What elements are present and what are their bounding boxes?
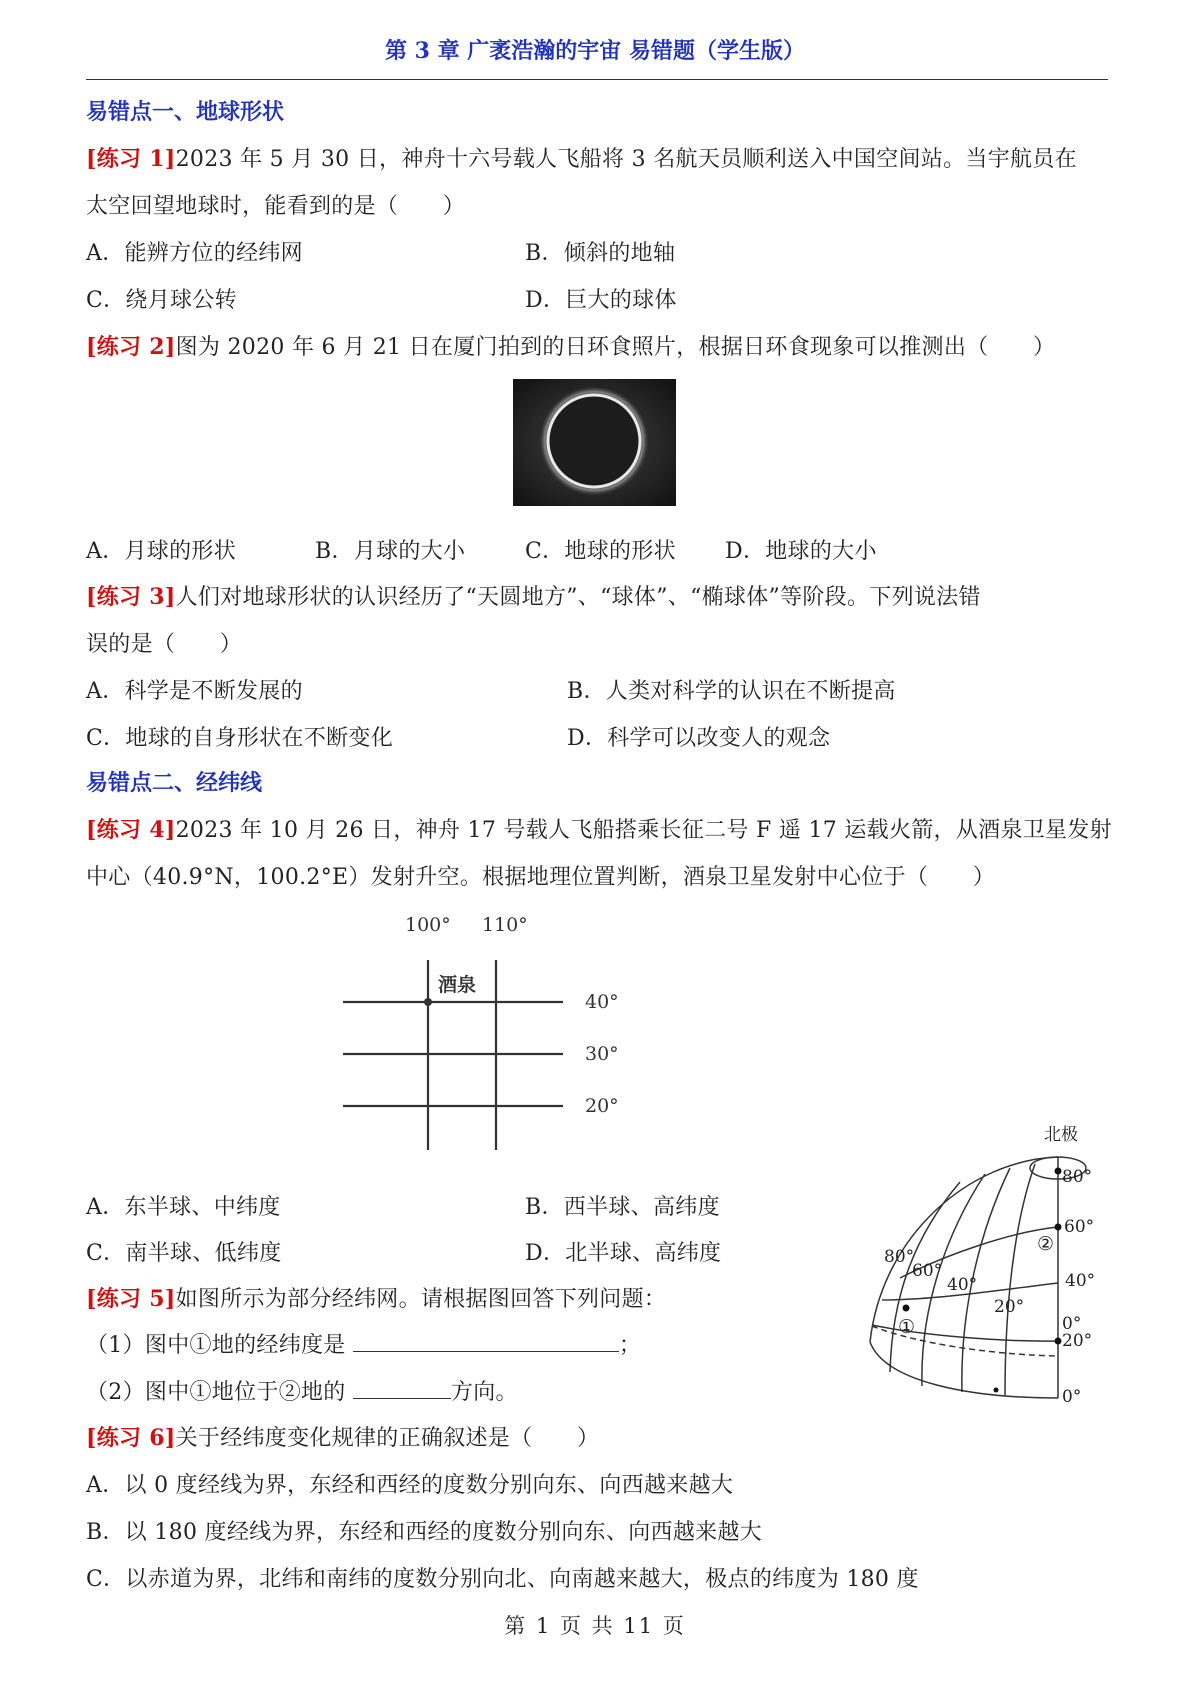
question-3-line-2: 误的是（ ）: [86, 632, 243, 657]
point-bottom-marker: [994, 1388, 999, 1393]
question-2-option-c[interactable]: C．地球的形状: [525, 539, 676, 564]
section-title-graticule: 易错点二、经纬线: [86, 770, 263, 796]
point-1-label: ①: [898, 1316, 916, 1338]
question-6-tag: [练习 6]: [86, 1425, 176, 1451]
question-2-option-a[interactable]: A．月球的形状: [86, 539, 236, 564]
question-1-option-b[interactable]: B．倾斜的地轴: [525, 241, 676, 266]
answer-blank-direction[interactable]: [353, 1378, 451, 1399]
question-4-line-2: 中心（40.9°N，100.2°E）发射升空。根据地理位置判断，酒泉卫星发射中心位于（ ）: [86, 865, 996, 890]
jiuquan-label: 酒泉: [438, 974, 477, 996]
question-6-option-c[interactable]: C．以赤道为界，北纬和南纬的度数分别向北、向南越来越大，极点的纬度为 180 度: [86, 1567, 919, 1592]
answer-blank-coordinates[interactable]: [353, 1331, 619, 1352]
section-title-earth-shape: 易错点一、地球形状: [86, 99, 285, 125]
lon-label-80: 80°: [884, 1247, 915, 1267]
globe-outline-bottom: [870, 1342, 1058, 1398]
question-3-text: 人们对地球形状的认识经历了“天圆地方”、“球体”、“椭球体”等阶段。下列说法错: [175, 585, 981, 610]
lon-label-100: 100°: [405, 914, 451, 936]
question-4-line-1: [86, 813, 1112, 844]
question-1-tag: [练习 1]: [86, 146, 176, 172]
lat-label-80: 80°: [1062, 1167, 1093, 1187]
lat-label-40: 40°: [585, 991, 619, 1013]
question-1-line-2: 太空回望地球时，能看到的是（ ）: [86, 194, 466, 219]
question-1-option-c[interactable]: C．绕月球公转: [86, 288, 237, 313]
annular-eclipse-image: [513, 379, 676, 506]
question-1-line-1: [86, 142, 1077, 173]
header-divider: [86, 79, 1108, 80]
lat-label-40: 40°: [1065, 1271, 1096, 1291]
point-lat-80: [1055, 1168, 1062, 1175]
question-6-option-a[interactable]: A．以 0 度经线为界，东经和西经的度数分别向东、向西越来越大: [86, 1473, 734, 1498]
jiuquan-point: [424, 998, 432, 1006]
question-3-option-b[interactable]: B．人类对科学的认识在不断提高: [567, 679, 896, 704]
lon-label-20: 20°: [994, 1297, 1025, 1317]
graticule-globe-figure: [860, 1120, 1110, 1415]
question-3-tag: [练习 3]: [86, 584, 176, 610]
question-5-sub-2-end: 方向。: [450, 1380, 518, 1405]
question-5-sub-2: [86, 1375, 518, 1406]
question-2-option-b[interactable]: B．月球的大小: [315, 539, 466, 564]
page-number: 第 1 页 共 11 页: [504, 1614, 686, 1638]
lat-label-20: 20°: [1062, 1331, 1093, 1351]
question-5-sub-1-end: ；: [618, 1333, 642, 1358]
question-6-text: 关于经纬度变化规律的正确叙述是（ ）: [175, 1426, 600, 1451]
lon-label-110: 110°: [482, 914, 528, 936]
question-3-option-d[interactable]: D．科学可以改变人的观念: [567, 726, 831, 751]
question-4-option-a[interactable]: A．东半球、中纬度: [86, 1195, 281, 1220]
lat-label-60: 60°: [1064, 1217, 1095, 1237]
lon-label-60: 60°: [912, 1261, 943, 1281]
point-2-label: ②: [1037, 1233, 1055, 1255]
question-3-line-1: [86, 580, 981, 611]
question-6-line-1: [86, 1421, 599, 1452]
point-lat-20: [1055, 1338, 1062, 1345]
question-2-text: 图为 2020 年 6 月 21 日在厦门拍到的日环食照片，根据日环食现象可以推测出（ ）: [175, 335, 1056, 360]
lon-label-40: 40°: [947, 1275, 978, 1295]
point-lat-60: [1055, 1224, 1062, 1231]
question-5-line-1: [86, 1282, 666, 1313]
lon-label-0: 0°: [1062, 1387, 1082, 1407]
question-2-line-1: [86, 330, 1055, 361]
question-5-text: 如图所示为部分经纬网。请根据图回答下列问题：: [175, 1287, 667, 1312]
meridian-20: [1005, 1164, 1035, 1395]
lat-label-20: 20°: [585, 1095, 619, 1117]
question-1-option-d[interactable]: D．巨大的球体: [525, 288, 677, 313]
question-5-sub-1: [86, 1328, 641, 1359]
question-6-option-b[interactable]: B．以 180 度经线为界，东经和西经的度数分别向东、向西越来越大: [86, 1520, 763, 1545]
question-5-sub-2-text: （2）图中①地位于②地的: [86, 1380, 346, 1405]
question-3-option-a[interactable]: A．科学是不断发展的: [86, 679, 303, 704]
page-title: 第 3 章 广袤浩瀚的宇宙 易错题（学生版）: [385, 38, 805, 64]
lat-label-30: 30°: [585, 1043, 619, 1065]
question-4-text: 2023 年 10 月 26 日，神舟 17 号载人飞船搭乘长征二号 F 遥 17 运载火箭，从酒泉卫星发射: [175, 818, 1112, 843]
question-4-option-d[interactable]: D．北半球、高纬度: [525, 1241, 722, 1266]
jiuquan-grid-figure: [330, 905, 630, 1155]
question-4-tag: [练习 4]: [86, 817, 176, 843]
question-3-option-c[interactable]: C．地球的自身形状在不断变化: [86, 726, 394, 751]
question-1-option-a[interactable]: A．能辨方位的经纬网: [86, 241, 303, 266]
question-5-tag: [练习 5]: [86, 1286, 176, 1312]
question-5-sub-1-text: （1）图中①地的经纬度是: [86, 1333, 346, 1358]
annular-eclipse-photo: [513, 379, 676, 506]
lat-label-0-upper: 0°: [1062, 1314, 1082, 1334]
question-4-option-b[interactable]: B．西半球、高纬度: [525, 1195, 720, 1220]
point-1-marker: [903, 1305, 910, 1312]
question-2-option-d[interactable]: D．地球的大小: [725, 539, 877, 564]
question-1-text: 2023 年 5 月 30 日，神舟十六号载人飞船将 3 名航天员顺利送入中国空间站。当宇航员在: [175, 147, 1077, 172]
north-pole-label: 北极: [1044, 1125, 1078, 1145]
question-2-tag: [练习 2]: [86, 334, 176, 360]
question-4-option-c[interactable]: C．南半球、低纬度: [86, 1241, 282, 1266]
